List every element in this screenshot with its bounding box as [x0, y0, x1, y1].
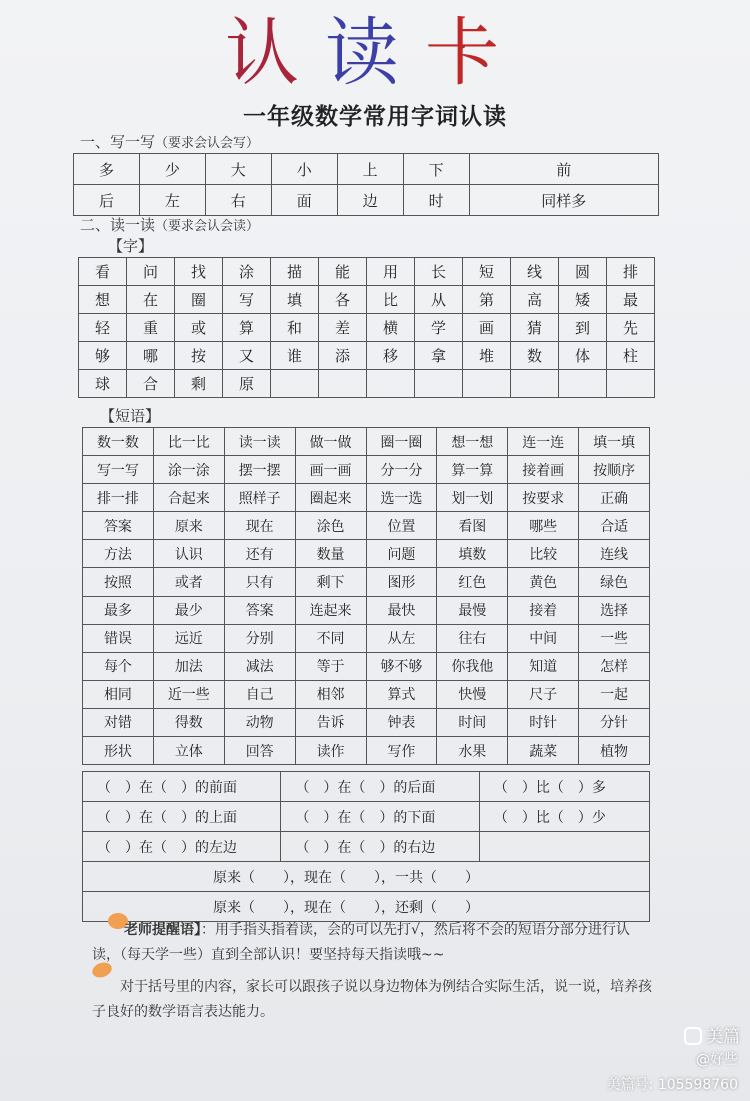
table-cell	[367, 370, 415, 398]
char-row	[79, 342, 655, 370]
table-cell: 回答	[224, 737, 295, 765]
table-cell: 图形	[366, 568, 437, 596]
table-cell: 知道	[508, 652, 579, 680]
table-cell: 拿	[415, 342, 463, 370]
write-table	[73, 153, 659, 216]
table-cell: 照样子	[224, 484, 295, 512]
table-cell: 划一划	[437, 484, 508, 512]
pattern-full-row	[83, 862, 650, 892]
tip-label: 老师提醒语】	[124, 922, 201, 938]
table-cell: 钟表	[366, 708, 437, 736]
table-cell: 圆	[559, 258, 607, 286]
table-cell: 立体	[153, 737, 224, 765]
table-cell: 排	[607, 258, 655, 286]
phrase-row	[83, 680, 650, 708]
table-cell: 添	[319, 342, 367, 370]
phrase-row	[83, 540, 650, 568]
table-cell: 合适	[579, 512, 650, 540]
table-cell: 学	[415, 314, 463, 342]
table-cell: 看图	[437, 512, 508, 540]
table-cell: 分别	[224, 624, 295, 652]
table-cell: 位置	[366, 512, 437, 540]
table-cell: 找	[175, 258, 223, 286]
table-cell: 重	[127, 314, 175, 342]
table-cell: 最多	[83, 596, 154, 624]
pattern-row	[83, 832, 650, 862]
section-write-note: （要求会认会写）	[155, 136, 260, 151]
parent-note: 对于括号里的内容，家长可以跟孩子说以身边物体为例结合实际生活，说一说，培养孩子良好的数学语言表达能力。	[92, 979, 652, 1020]
table-cell: 哪	[127, 342, 175, 370]
table-cell: 做一做	[295, 428, 366, 456]
char-table	[78, 257, 655, 398]
table-cell: 问题	[366, 540, 437, 568]
table-cell: 比较	[508, 540, 579, 568]
table-cell: 时针	[508, 708, 579, 736]
write-row	[74, 154, 659, 185]
phrase-row	[83, 708, 650, 736]
app-watermark	[684, 1022, 740, 1047]
phrase-row	[83, 512, 650, 540]
pattern-cell	[479, 832, 649, 862]
table-cell: 减法	[224, 652, 295, 680]
table-cell: 大	[205, 154, 271, 185]
table-cell: 或	[175, 314, 223, 342]
table-cell: 接着	[508, 596, 579, 624]
table-cell: 还有	[224, 540, 295, 568]
table-cell: 和	[271, 314, 319, 342]
table-cell: 黄色	[508, 568, 579, 596]
table-cell: 时间	[437, 708, 508, 736]
char-row	[79, 314, 655, 342]
table-cell: 分一分	[366, 456, 437, 484]
pattern-cell: （ ）在（ ）的下面	[281, 802, 479, 832]
table-cell: 告诉	[295, 708, 366, 736]
card-title	[0, 8, 750, 98]
pattern-cell: （ ）在（ ）的右边	[281, 832, 479, 862]
table-cell: 高	[511, 286, 559, 314]
table-cell: 自己	[224, 680, 295, 708]
table-cell: 相同	[83, 680, 154, 708]
phrase-row	[83, 737, 650, 765]
table-cell: 柱	[607, 342, 655, 370]
table-cell: 时	[403, 185, 469, 216]
table-cell: 差	[319, 314, 367, 342]
table-cell: 合	[127, 370, 175, 398]
pattern-table	[82, 771, 650, 922]
table-cell: 最慢	[437, 596, 508, 624]
table-cell: 你我他	[437, 652, 508, 680]
table-cell: 算	[223, 314, 271, 342]
table-cell: 涂	[223, 258, 271, 286]
title-char-2: 读	[325, 10, 425, 96]
char-row	[79, 370, 655, 398]
table-cell: 剩	[175, 370, 223, 398]
table-cell: 按顺序	[579, 456, 650, 484]
table-cell: 够不够	[366, 652, 437, 680]
title-char-1: 认	[225, 10, 325, 96]
teacher-tip	[92, 918, 657, 968]
table-cell: 数	[511, 342, 559, 370]
tip-text: ：用手指头指着读，会的可以先打√，然后将不会的短语分部分进行认读，（每天学一些）直到全部认识！要坚持每天指读哦~~	[92, 922, 630, 963]
table-cell: 错误	[83, 624, 154, 652]
table-cell: 形状	[83, 737, 154, 765]
section-read-heading	[80, 214, 259, 235]
phrase-row	[83, 456, 650, 484]
pattern-row	[83, 772, 650, 802]
table-cell: 算一算	[437, 456, 508, 484]
table-cell: 动物	[224, 708, 295, 736]
table-cell: 水果	[437, 737, 508, 765]
table-cell: 上	[337, 154, 403, 185]
table-cell: 加法	[153, 652, 224, 680]
section-read-note: （要求会认会读）	[155, 219, 260, 234]
phrase-row	[83, 596, 650, 624]
table-cell: 一起	[579, 680, 650, 708]
table-cell: 谁	[271, 342, 319, 370]
pattern-cell: （ ）在（ ）的前面	[83, 772, 281, 802]
pattern-full-cell: 原来（ ），现在（ ），一共（ ）	[83, 862, 650, 892]
table-cell: 同样多	[469, 185, 658, 216]
table-cell: 矮	[559, 286, 607, 314]
table-cell: 比一比	[153, 428, 224, 456]
table-cell: 红色	[437, 568, 508, 596]
table-cell: 近一些	[153, 680, 224, 708]
table-cell: 写作	[366, 737, 437, 765]
table-cell: 短	[463, 258, 511, 286]
table-cell: 画一画	[295, 456, 366, 484]
section-read-title: 二、读一读	[80, 216, 156, 234]
user-watermark: @好些	[696, 1052, 738, 1068]
table-cell: 圈	[175, 286, 223, 314]
table-cell: 相邻	[295, 680, 366, 708]
table-cell: 最快	[366, 596, 437, 624]
table-cell: 数一数	[83, 428, 154, 456]
table-cell: 写一写	[83, 456, 154, 484]
table-cell: 猜	[511, 314, 559, 342]
table-cell: 填数	[437, 540, 508, 568]
worksheet-subtitle: 一年级数学常用字词认读	[243, 103, 507, 130]
table-cell: 圈一圈	[366, 428, 437, 456]
table-cell: 答案	[83, 512, 154, 540]
table-cell: 选择	[579, 596, 650, 624]
table-cell: 认识	[153, 540, 224, 568]
table-cell: 到	[559, 314, 607, 342]
table-cell: 先	[607, 314, 655, 342]
table-cell: 连一连	[508, 428, 579, 456]
char-row	[79, 286, 655, 314]
table-cell: 现在	[224, 512, 295, 540]
table-cell: 想一想	[437, 428, 508, 456]
table-cell: 分针	[579, 708, 650, 736]
table-cell: 圈起来	[295, 484, 366, 512]
table-cell: 正确	[579, 484, 650, 512]
table-cell: 只有	[224, 568, 295, 596]
table-cell: 中间	[508, 624, 579, 652]
table-cell	[607, 370, 655, 398]
table-cell: 最	[607, 286, 655, 314]
table-cell: 从	[415, 286, 463, 314]
table-cell: 边	[337, 185, 403, 216]
app-name: 美篇	[706, 1027, 740, 1047]
phrase-row	[83, 484, 650, 512]
pattern-cell: （ ）在（ ）的左边	[83, 832, 281, 862]
table-cell: 接着画	[508, 456, 579, 484]
table-cell	[463, 370, 511, 398]
table-cell: 堆	[463, 342, 511, 370]
table-cell: 涂色	[295, 512, 366, 540]
table-cell: 看	[79, 258, 127, 286]
phrase-row	[83, 568, 650, 596]
table-cell: 小	[271, 154, 337, 185]
table-cell: 快慢	[437, 680, 508, 708]
table-cell: 每个	[83, 652, 154, 680]
char-section-label: 【字】	[108, 237, 154, 255]
table-cell: 原	[223, 370, 271, 398]
pattern-cell: （ ）在（ ）的上面	[83, 802, 281, 832]
table-cell: 按照	[83, 568, 154, 596]
table-cell: 数量	[295, 540, 366, 568]
phrase-row	[83, 652, 650, 680]
table-cell: 轻	[79, 314, 127, 342]
table-cell	[511, 370, 559, 398]
table-cell: 各	[319, 286, 367, 314]
table-cell: 前	[469, 154, 658, 185]
table-cell: 往右	[437, 624, 508, 652]
table-cell: 第	[463, 286, 511, 314]
table-cell: 多	[74, 154, 140, 185]
table-cell: 画	[463, 314, 511, 342]
table-cell	[559, 370, 607, 398]
table-cell: 最少	[153, 596, 224, 624]
table-cell: 在	[127, 286, 175, 314]
table-cell: 又	[223, 342, 271, 370]
phrase-row	[83, 428, 650, 456]
section-write-heading	[80, 131, 259, 152]
table-cell: 线	[511, 258, 559, 286]
table-cell: 写	[223, 286, 271, 314]
table-cell: 选一选	[366, 484, 437, 512]
table-cell: 右	[205, 185, 271, 216]
table-cell: 移	[367, 342, 415, 370]
table-cell: 面	[271, 185, 337, 216]
write-row	[74, 185, 659, 216]
table-cell: 哪些	[508, 512, 579, 540]
table-cell: 涂一涂	[153, 456, 224, 484]
table-cell: 远近	[153, 624, 224, 652]
table-cell: 想	[79, 286, 127, 314]
pattern-cell: （ ）比（ ）少	[479, 802, 649, 832]
table-cell: 描	[271, 258, 319, 286]
table-cell: 植物	[579, 737, 650, 765]
phrase-row	[83, 624, 650, 652]
table-cell: 问	[127, 258, 175, 286]
section-write-title: 一、写一写	[80, 133, 156, 151]
table-cell: 用	[367, 258, 415, 286]
table-cell: 读作	[295, 737, 366, 765]
table-cell	[415, 370, 463, 398]
table-cell: 绿色	[579, 568, 650, 596]
table-cell: 剩下	[295, 568, 366, 596]
table-cell: 够	[79, 342, 127, 370]
table-cell: 从左	[366, 624, 437, 652]
table-cell: 连起来	[295, 596, 366, 624]
id-watermark: 美篇号: 105598760	[606, 1077, 738, 1093]
table-cell: 算式	[366, 680, 437, 708]
table-cell: 排一排	[83, 484, 154, 512]
table-cell: 连线	[579, 540, 650, 568]
phrase-table	[82, 427, 650, 765]
table-cell: 体	[559, 342, 607, 370]
table-cell: 左	[139, 185, 205, 216]
table-cell: 后	[74, 185, 140, 216]
table-cell: 蔬菜	[508, 737, 579, 765]
table-cell: 或者	[153, 568, 224, 596]
char-row	[79, 258, 655, 286]
table-cell: 尺子	[508, 680, 579, 708]
app-logo-icon	[684, 1027, 702, 1045]
table-cell: 一些	[579, 624, 650, 652]
table-cell: 少	[139, 154, 205, 185]
pattern-cell: （ ）比（ ）多	[479, 772, 649, 802]
table-cell: 答案	[224, 596, 295, 624]
table-cell: 怎样	[579, 652, 650, 680]
table-cell: 按	[175, 342, 223, 370]
phrase-section-label: 【短语】	[100, 407, 161, 425]
table-cell: 填一填	[579, 428, 650, 456]
table-cell: 长	[415, 258, 463, 286]
table-cell: 对错	[83, 708, 154, 736]
table-cell	[271, 370, 319, 398]
pattern-full-cell: 原来（ ），现在（ ），还剩（ ）	[83, 892, 650, 922]
table-cell: 下	[403, 154, 469, 185]
table-cell: 不同	[295, 624, 366, 652]
table-cell: 读一读	[224, 428, 295, 456]
pattern-cell: （ ）在（ ）的后面	[281, 772, 479, 802]
pattern-full-row	[83, 892, 650, 922]
table-cell: 方法	[83, 540, 154, 568]
title-char-3: 卡	[425, 10, 525, 96]
table-cell: 横	[367, 314, 415, 342]
table-cell: 合起来	[153, 484, 224, 512]
table-cell: 比	[367, 286, 415, 314]
table-cell: 按要求	[508, 484, 579, 512]
table-cell: 等于	[295, 652, 366, 680]
table-cell: 填	[271, 286, 319, 314]
table-cell: 得数	[153, 708, 224, 736]
table-cell: 球	[79, 370, 127, 398]
table-cell: 能	[319, 258, 367, 286]
table-cell: 原来	[153, 512, 224, 540]
pattern-row	[83, 802, 650, 832]
table-cell	[319, 370, 367, 398]
table-cell: 摆一摆	[224, 456, 295, 484]
